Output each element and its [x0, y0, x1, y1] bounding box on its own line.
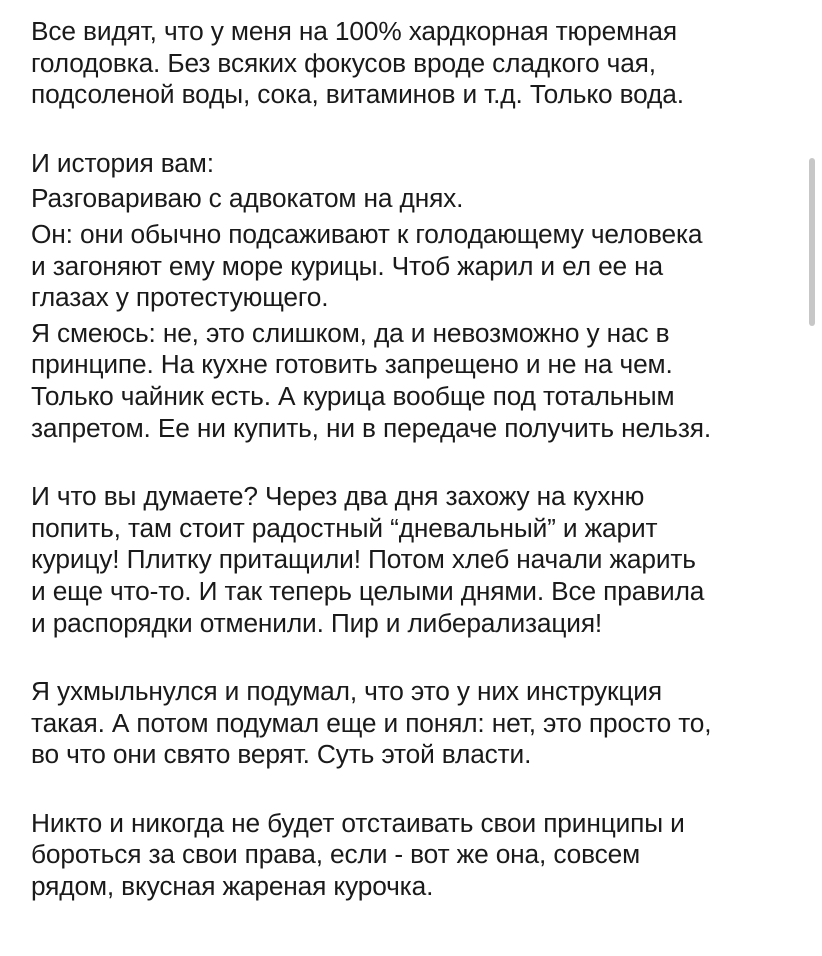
paragraph-8 — [31, 808, 801, 903]
paragraph-6 — [31, 481, 801, 639]
text-line: подсоленой воды, сока, витаминов и т.д. Только вода. — [31, 79, 684, 110]
text-line: такая. А потом подумал еще и понял: нет, это просто то, — [31, 707, 712, 738]
text-line: Разговариваю с адвокатом на днях. — [31, 183, 464, 214]
text-line: и загоняют ему море курицы. Чтоб жарил и ел ее на — [31, 250, 664, 281]
text-line: И что вы думаете? Через два дня захожу на кухню — [31, 481, 645, 512]
text-line: Только чайник есть. А курица вообще под тотальным — [31, 380, 675, 411]
text-line: И история вам: — [31, 147, 214, 178]
text-line: бороться за свои права, если - вот же она, совсем — [31, 839, 641, 870]
text-line: попить, там стоит радостный “дневальный” и жарит — [31, 512, 658, 543]
post-text — [31, 16, 801, 903]
text-line: Я смеюсь: не, это слишком, да и невозможно у нас в — [31, 317, 670, 348]
paragraph-3 — [31, 183, 801, 215]
paragraph-7 — [31, 676, 801, 771]
text-line: во что они свято верят. Суть этой власти. — [31, 739, 532, 770]
text-line: голодовка. Без всяких фокусов вроде сладкого чая, — [31, 47, 656, 78]
paragraph-5 — [31, 318, 801, 444]
text-line: рядом, вкусная жареная курочка. — [31, 871, 434, 902]
text-line: и еще что-то. И так теперь целыми днями. Все правила — [31, 575, 705, 606]
text-line: Он: они обычно подсаживают к голодающему человека — [31, 218, 703, 249]
paragraph-1 — [31, 16, 801, 111]
text-line: принципе. На кухне готовить запрещено и не на чем. — [31, 349, 673, 380]
text-line: Никто и никогда не будет отстаивать свои принципы и — [31, 807, 685, 838]
paragraph-4 — [31, 219, 801, 314]
paragraph-2 — [31, 148, 801, 180]
text-line: Все видят, что у меня на 100% хардкорная тюремная — [31, 16, 677, 46]
text-line: Я ухмыльнулся и подумал, что это у них инструкция — [31, 676, 662, 707]
text-line: и распорядки отменили. Пир и либерализация! — [31, 607, 603, 638]
vertical-scrollbar[interactable] — [809, 158, 815, 326]
text-line: глазах у протестующего. — [31, 282, 329, 313]
text-line: запретом. Ее ни купить, ни в передаче получить нельзя. — [31, 412, 711, 443]
text-line: курицу! Плитку притащили! Потом хлеб начали жарить — [31, 544, 696, 575]
